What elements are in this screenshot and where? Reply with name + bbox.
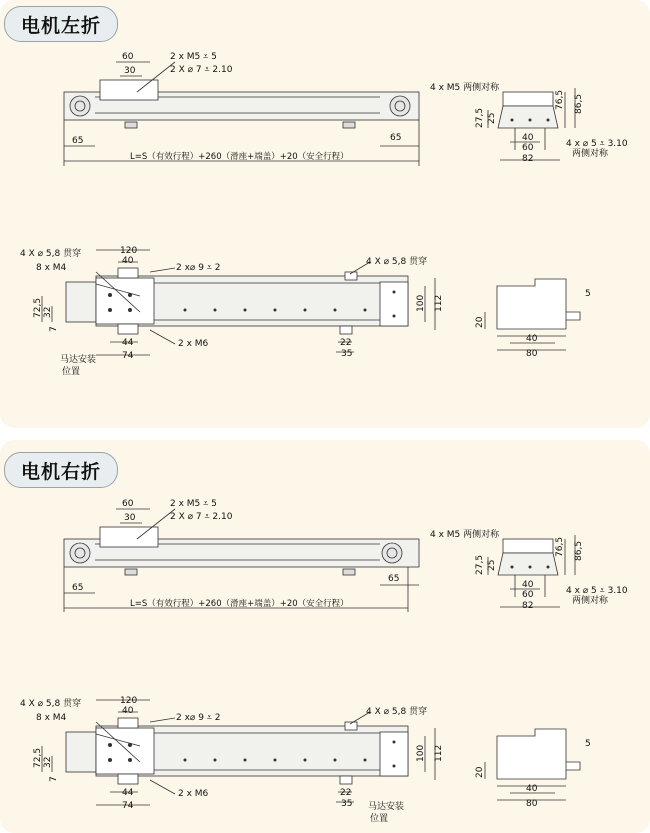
m4-callout: 8 x M4 <box>36 263 67 273</box>
dim-60-side: 60 <box>522 590 534 600</box>
dim-65-left: 65 <box>72 583 84 593</box>
end-dim-5: 5 <box>585 739 591 749</box>
length-formula: L=S（有效行程）+260（滑座+端盖）+20（安全行程） <box>130 599 349 609</box>
drawing-right-motor <box>0 440 650 833</box>
hole9-callout: 2 x⌀ 9 ⩡ 2 <box>176 263 221 273</box>
side-symmetric-label: 两侧对称 <box>572 149 609 159</box>
dim-120: 120 <box>120 696 138 706</box>
dim-76-5: 76,5 <box>555 89 565 110</box>
dim-32: 32 <box>43 306 53 318</box>
dim-60: 60 <box>122 499 134 509</box>
dim-40-plan: 40 <box>122 256 134 266</box>
m6-callout: 2 x M6 <box>178 339 209 349</box>
end-dim-40: 40 <box>526 334 538 344</box>
dim-65-right: 65 <box>388 574 400 584</box>
dim-30: 30 <box>124 66 136 76</box>
dim-74: 74 <box>122 351 134 361</box>
hole7-callout: 2 X ⌀ 7 ⩡ 2.10 <box>170 65 233 75</box>
dim-22: 22 <box>340 338 352 348</box>
dim-100: 100 <box>416 744 426 762</box>
motor-mount-label: 马达安装 <box>60 355 97 365</box>
side-hole-callout: 4 x ⌀ 5 ⩡ 3.10 <box>566 139 628 149</box>
dim-100: 100 <box>416 294 426 312</box>
section-title: 电机左折 <box>20 14 101 37</box>
dim-25: 25 <box>487 559 497 571</box>
position-label: 位置 <box>370 814 389 824</box>
dim-27-5: 27,5 <box>475 554 485 575</box>
end-dim-20: 20 <box>475 316 485 328</box>
length-formula: L=S（有效行程）+260（滑座+端盖）+20（安全行程） <box>130 152 349 162</box>
dim-112: 112 <box>434 294 444 312</box>
dim-40: 40 <box>522 580 534 590</box>
dim-35: 35 <box>341 799 353 809</box>
dim-60-side: 60 <box>522 143 534 153</box>
dim-86-5: 86,5 <box>574 93 584 114</box>
dim-65-right: 65 <box>390 133 402 143</box>
dim-44: 44 <box>122 788 134 798</box>
end-dim-40: 40 <box>526 784 538 794</box>
hole7-callout: 2 X ⌀ 7 ⩡ 2.10 <box>170 512 233 522</box>
dim-22: 22 <box>340 788 352 798</box>
m6-callout: 2 x M6 <box>178 789 209 799</box>
thru-hole-callout: 4 X ⌀ 5,8 贯穿 <box>20 699 82 709</box>
dim-86-5: 86,5 <box>574 540 584 561</box>
side-hole-callout: 4 x ⌀ 5 ⩡ 3.10 <box>566 586 628 596</box>
side-m5-callout: 4 x M5 两侧对称 <box>430 83 500 93</box>
dim-65-left: 65 <box>72 136 84 146</box>
dim-32: 32 <box>43 756 53 768</box>
end-dim-80: 80 <box>526 349 538 359</box>
dim-72-5: 72,5 <box>33 297 43 318</box>
thru-hole-callout: 4 X ⌀ 5,8 贯穿 <box>20 249 82 259</box>
side-symmetric-label: 两侧对称 <box>572 596 609 606</box>
dim-74: 74 <box>122 801 134 811</box>
motor-mount-label: 马达安装 <box>368 802 405 812</box>
thru-hole-callout-right: 4 X ⌀ 5,8 贯穿 <box>366 257 428 267</box>
dim-27-5: 27,5 <box>475 107 485 128</box>
end-dim-20: 20 <box>475 766 485 778</box>
dim-40-plan: 40 <box>122 706 134 716</box>
side-m5-callout: 4 x M5 两侧对称 <box>430 530 500 540</box>
dim-35: 35 <box>341 349 353 359</box>
dim-60: 60 <box>122 52 134 62</box>
dim-7: 7 <box>49 776 59 782</box>
dim-30: 30 <box>124 513 136 523</box>
hole9-callout: 2 x⌀ 9 ⩡ 2 <box>176 713 221 723</box>
end-dim-5: 5 <box>585 289 591 299</box>
dim-82: 82 <box>522 601 534 611</box>
dim-72-5: 72,5 <box>33 747 43 768</box>
thru-hole-callout-right: 4 X ⌀ 5,8 贯穿 <box>366 707 428 717</box>
m5-callout: 2 x M5 ⩡ 5 <box>170 52 217 62</box>
section-title: 电机右折 <box>20 460 101 483</box>
dim-120: 120 <box>120 246 138 256</box>
end-dim-80: 80 <box>526 799 538 809</box>
position-label: 位置 <box>62 367 81 377</box>
dim-25: 25 <box>487 112 497 124</box>
m4-callout: 8 x M4 <box>36 713 67 723</box>
dim-76-5: 76,5 <box>555 536 565 557</box>
dim-112: 112 <box>434 744 444 762</box>
m5-callout: 2 x M5 ⩡ 5 <box>170 499 217 509</box>
dim-44: 44 <box>122 338 134 348</box>
dim-82: 82 <box>522 154 534 164</box>
dim-40: 40 <box>522 133 534 143</box>
dim-7: 7 <box>49 326 59 332</box>
